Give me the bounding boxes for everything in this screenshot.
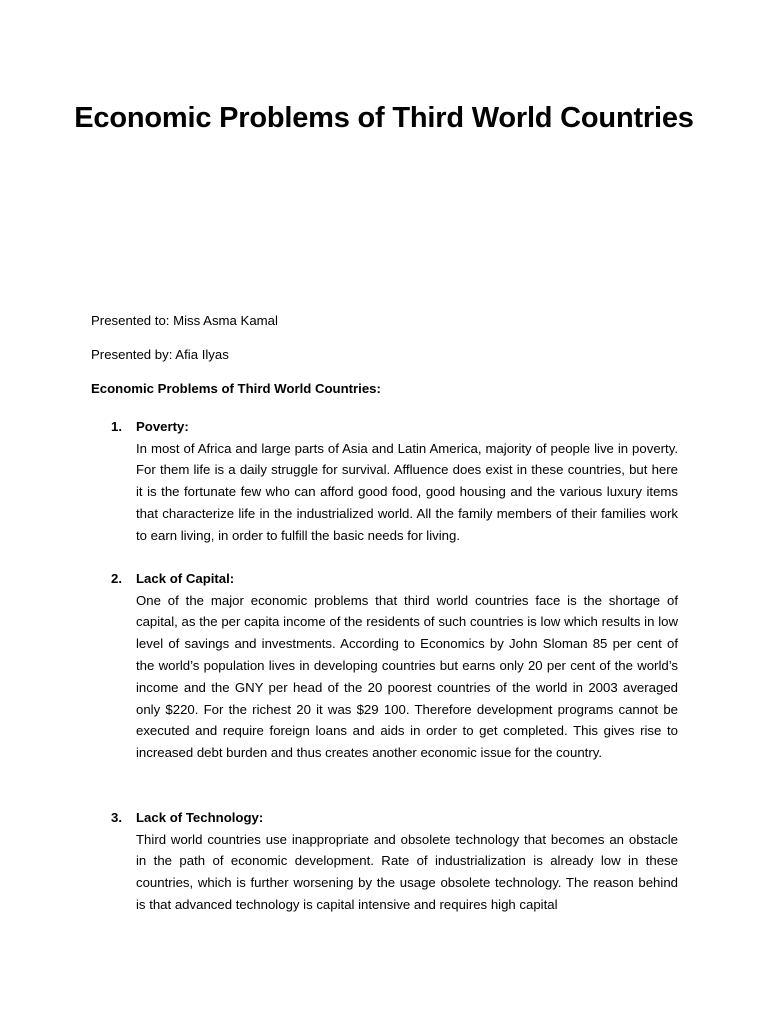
presented-to: Presented to: Miss Asma Kamal bbox=[91, 313, 278, 328]
list-item-number: 1. bbox=[111, 419, 122, 434]
list-item-heading: Lack of Capital: bbox=[136, 571, 235, 586]
list-item-heading: Poverty: bbox=[136, 419, 189, 434]
list-item-lack-of-technology bbox=[111, 807, 678, 916]
list-item-header bbox=[111, 568, 678, 590]
list-item-poverty bbox=[111, 416, 678, 547]
list-item-text: In most of Africa and large parts of Asia and Latin America, majority of people live in poverty. For them life is a daily struggle for survival. Affluence does exist in these countries, but here it is the fortunate few who can afford good food, good housing and the various luxury items that characterize life in the industrialized world. All the family members of their families work to earn living, in order to fulfill the basic needs for living. bbox=[136, 440, 678, 543]
section-heading: Economic Problems of Third World Countries: bbox=[91, 381, 381, 396]
list-item-text: One of the major economic problems that third world countries face is the shortage of capital, as the per capita income of the residents of such countries is low which results in low level of savings and investments. According to Economics by John Sloman 85 per cent of the world’s population lives in developing countries but earns only 20 per cent of the world’s income and the GNY per head of the 20 poorest countries of the world in 2003 averaged only $220. For the richest 20 it was $29 100. Therefore development programs cannot be executed and require foreign loans and aids in order to get completed. This gives rise to increased debt burden and thus creates another economic issue for the country. bbox=[136, 592, 678, 761]
list-item-number: 3. bbox=[111, 810, 122, 825]
list-item-lack-of-capital bbox=[111, 568, 678, 764]
list-item-number: 2. bbox=[111, 571, 122, 586]
list-item-header bbox=[111, 416, 678, 438]
list-item-header bbox=[111, 807, 678, 829]
document-title: Economic Problems of Third World Countries bbox=[74, 102, 694, 134]
list-item-text: Third world countries use inappropriate and obsolete technology that becomes an obstacle in the path of economic development. Rate of industrialization is already low in these countries, which is further worsening by the usage obsolete technology. The reason behind is that advanced technology is capital intensive and requires high capital bbox=[136, 831, 678, 912]
presented-by: Presented by: Afia Ilyas bbox=[91, 347, 229, 362]
list-item-heading: Lack of Technology: bbox=[136, 810, 264, 825]
